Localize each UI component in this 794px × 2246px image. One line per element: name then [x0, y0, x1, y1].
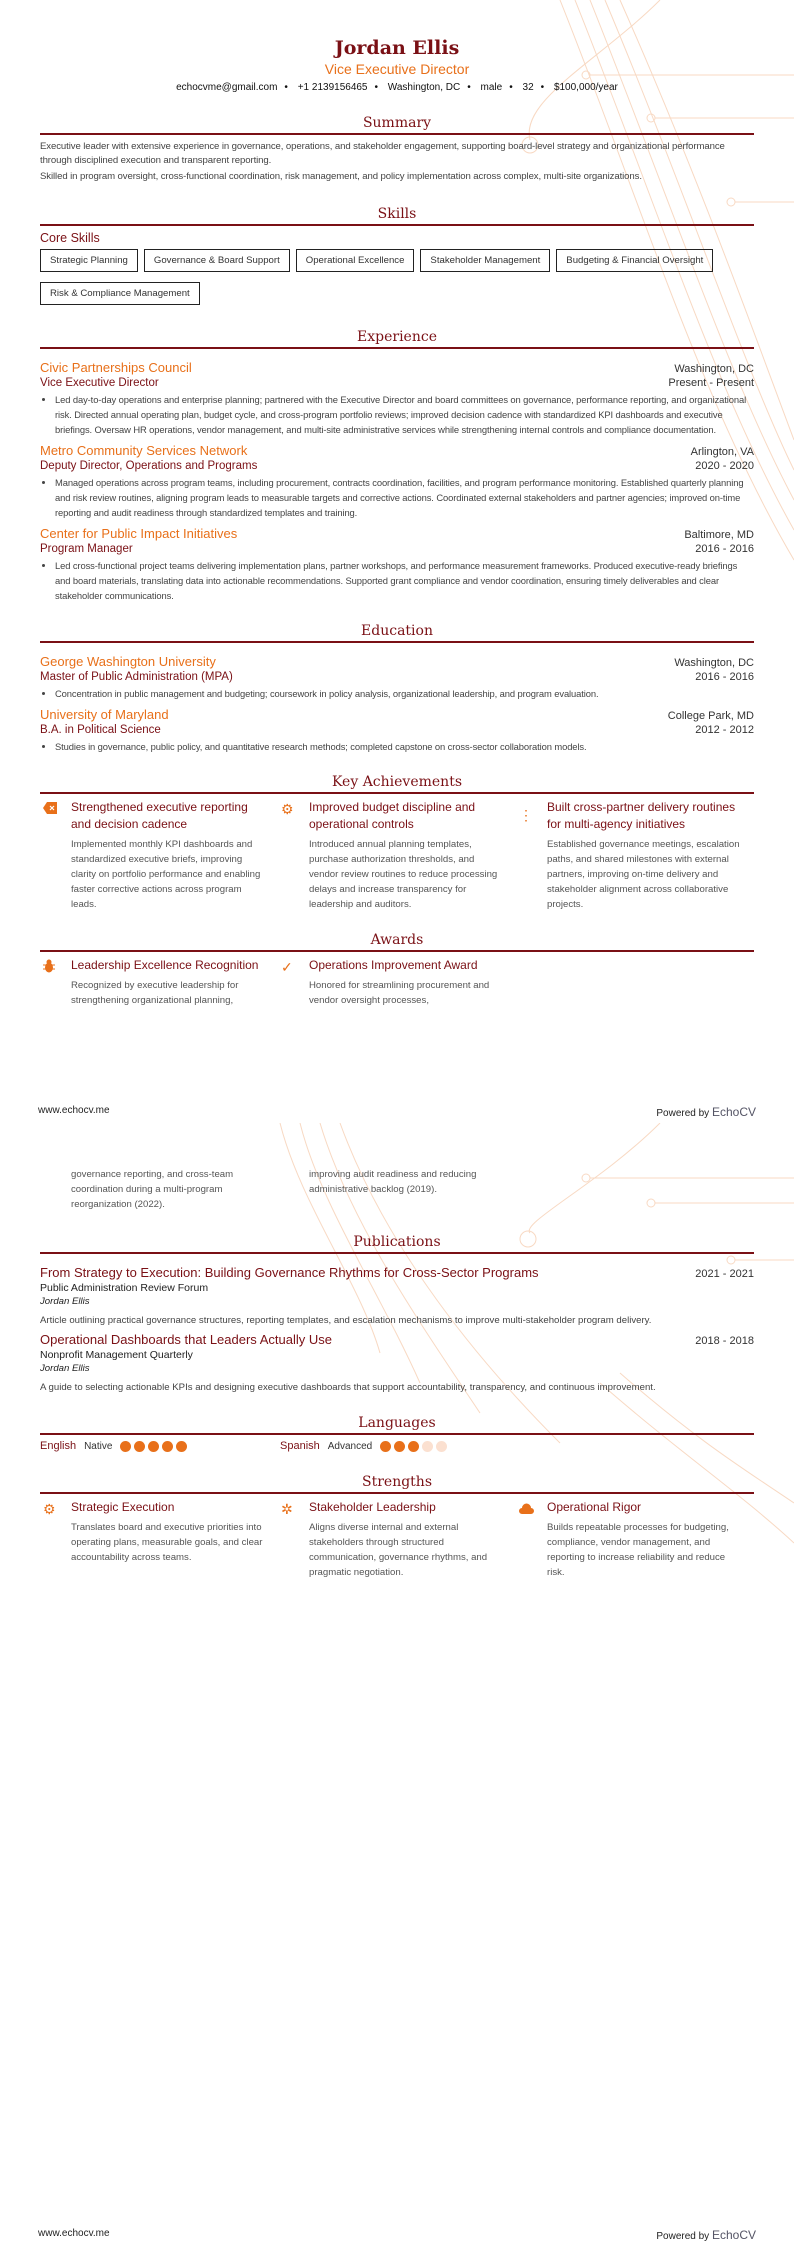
publication-title: Operational Dashboards that Leaders Actually Use: [40, 1332, 332, 1347]
education-item: [40, 701, 754, 754]
experience-bullet: • Led cross-functional project teams delivering implementation plans, partner workshops, and performance measurement frameworks. Produced executive-ready briefings and board materials, translating data into actionable recommendations. Supported grant compliance and vendor coordination, ensuring timely deliverables and clear stakeholder communications.: [55, 558, 754, 603]
publication-desc: Article outlining practical governance structures, reporting templates, and escalation mechanisms to improve multi-stakeholder program delivery.: [40, 1315, 652, 1326]
section-heading-summary: Summary: [40, 115, 754, 135]
contact-salary: $100,000/year: [553, 82, 618, 93]
tag-x-icon: [40, 799, 71, 912]
publication-item: [40, 1326, 754, 1393]
award-desc: governance reporting, and cross-team coordination during a multi-program reorganization (2022).: [71, 1169, 234, 1210]
award-item: [278, 957, 516, 1008]
strength-title: Operational Rigor: [547, 1500, 642, 1514]
footer-site-link[interactable]: www.echocv.me: [38, 1105, 110, 1116]
strength-item: [40, 1499, 278, 1580]
achievement-title: Strengthened executive reporting and decision cadence: [71, 800, 248, 831]
dots-vertical-icon: ⋮: [519, 807, 533, 823]
education-location: Washington, DC: [674, 657, 754, 669]
experience-org: Center for Public Impact Initiatives: [40, 526, 238, 541]
skill-tag: Operational Excellence: [296, 249, 415, 272]
rating-dot-filled: [408, 1441, 419, 1452]
publication-dates: 2021 - 2021: [695, 1268, 754, 1280]
section-heading-awards: Awards: [40, 932, 754, 952]
language-level: Advanced: [327, 1440, 373, 1452]
experience-location: Arlington, VA: [690, 446, 754, 458]
rating-dot-filled: [176, 1441, 187, 1452]
achievements-grid: [40, 799, 754, 912]
languages-list: [40, 1440, 754, 1452]
award-item-continued: [278, 1163, 516, 1212]
experience-item: [40, 437, 754, 520]
footer-site-link[interactable]: www.echocv.me: [38, 2228, 110, 2239]
gear-icon: ⚙: [43, 1501, 56, 1517]
skills-group-title: Core Skills: [40, 231, 100, 245]
achievement-item: [516, 799, 754, 912]
strength-item: [516, 1499, 754, 1580]
sparkle-icon: ✲: [281, 1501, 293, 1517]
footer-brand: EchoCV: [711, 1105, 756, 1119]
language-level: Native: [84, 1440, 113, 1452]
education-school: George Washington University: [40, 654, 216, 669]
section-heading-achievements: Key Achievements: [40, 774, 754, 794]
achievement-title: Improved budget discipline and operational controls: [309, 800, 476, 831]
experience-org: Civic Partnerships Council: [40, 360, 192, 375]
publication-author: Jordan Ellis: [40, 1363, 90, 1374]
strength-desc: Aligns diverse internal and external stakeholders through structured communication, governance rhythms, and pragmatic negotiation.: [309, 1522, 488, 1578]
education-dates: 2016 - 2016: [695, 671, 754, 683]
achievement-title: Built cross-partner delivery routines for multi-agency initiatives: [547, 800, 736, 831]
awards-continued: [40, 1123, 754, 1212]
skill-tag: Governance & Board Support: [144, 249, 290, 272]
publication-author: Jordan Ellis: [40, 1296, 90, 1307]
footer-brand: EchoCV: [711, 2228, 756, 2242]
skill-tag: Risk & Compliance Management: [40, 282, 200, 305]
section-heading-skills: Skills: [40, 206, 754, 226]
contact-email: echocvme@gmail.com: [176, 82, 278, 93]
education-dates: 2012 - 2012: [695, 724, 754, 736]
experience-item: [40, 520, 754, 603]
rating-dot-empty: [422, 1441, 433, 1452]
experience-location: Washington, DC: [674, 363, 754, 375]
contact-line: echocvme@gmail.com • +1 2139156465 • Washington, DC • male • 32 • $100,000/year: [176, 82, 618, 93]
award-desc: Honored for streamlining procurement and vendor oversight processes,: [309, 980, 490, 1006]
education-degree: B.A. in Political Science: [40, 724, 161, 736]
language-item: [280, 1440, 520, 1452]
rating-dot-filled: [394, 1441, 405, 1452]
publication-desc: A guide to selecting actionable KPIs and designing executive dashboards that support accountability, transparency, and continuous improvement.: [40, 1382, 656, 1393]
experience-dates: Present - Present: [668, 377, 754, 389]
publication-title: From Strategy to Execution: Building Governance Rhythms for Cross-Sector Programs: [40, 1265, 539, 1280]
experience-role: Program Manager: [40, 543, 133, 555]
experience-bullet: • Managed operations across program teams, including procurement, contracts coordination, facilities, and program performance monitoring. Established quarterly planning and risk review routines, aligning program leads to measurable targets and corrective actions. Coordinated external stakeholders and partner agencies; improved on-time reporting and audit readiness through standardized templates and training.: [55, 475, 754, 520]
resume-page-2: [0, 1123, 794, 2246]
awards-grid: [40, 957, 754, 1008]
education-degree: Master of Public Administration (MPA): [40, 671, 233, 683]
award-title: Leadership Excellence Recognition: [71, 958, 259, 972]
strength-desc: Translates board and executive priorities into operating plans, measurable goals, and clear accountability across teams.: [71, 1522, 263, 1563]
footer-powered-by: Powered by EchoCV: [656, 2228, 756, 2242]
page-footer: [38, 2228, 756, 2242]
bug-icon: [40, 957, 71, 1008]
rating-dot-empty: [436, 1441, 447, 1452]
contact-location: Washington, DC: [387, 82, 461, 93]
publication-item: [40, 1259, 754, 1326]
page-footer: [38, 1105, 756, 1119]
publication-dates: 2018 - 2018: [695, 1335, 754, 1347]
language-item: [40, 1440, 280, 1452]
experience-dates: 2016 - 2016: [695, 543, 754, 555]
check-icon: ✓: [281, 959, 293, 975]
rating-dot-filled: [120, 1441, 131, 1452]
experience-org: Metro Community Services Network: [40, 443, 248, 458]
summary-paragraph: Executive leader with extensive experience in governance, operations, and stakeholder engagement, supporting board-level strategy and organizational performance through disciplined execution and transparent reporting.: [40, 141, 725, 166]
skills-tags: [40, 249, 754, 305]
cloud-icon: [516, 1499, 547, 1580]
experience-location: Baltimore, MD: [684, 529, 754, 541]
skill-tag: Budgeting & Financial Oversight: [556, 249, 713, 272]
rating-dot-filled: [380, 1441, 391, 1452]
spacer: [278, 1163, 309, 1212]
language-name: English: [40, 1440, 77, 1452]
award-title: Operations Improvement Award: [309, 958, 478, 972]
experience-dates: 2020 - 2020: [695, 460, 754, 472]
award-desc: Recognized by executive leadership for strengthening organizational planning,: [71, 980, 239, 1006]
education-bullet: • Studies in governance, public policy, and quantitative research methods; completed capstone on cross-sector collaboration models.: [55, 739, 754, 754]
section-heading-strengths: Strengths: [40, 1474, 754, 1494]
contact-age: 32: [522, 82, 534, 93]
strength-item: [278, 1499, 516, 1580]
contact-phone: +1 2139156465: [297, 82, 368, 93]
strength-desc: Builds repeatable processes for budgeting, compliance, vendor management, and reporting to increase reliability and reduce risk.: [547, 1522, 729, 1578]
skill-tag: Stakeholder Management: [420, 249, 550, 272]
footer-powered-by: Powered by EchoCV: [656, 1105, 756, 1119]
award-desc: improving audit readiness and reducing administrative backlog (2019).: [309, 1169, 477, 1195]
language-name: Spanish: [280, 1440, 320, 1452]
achievement-desc: Implemented monthly KPI dashboards and standardized executive briefs, improving clarity on portfolio performance and enabling faster corrective actions across program leads.: [71, 839, 261, 910]
strengths-grid: [40, 1499, 754, 1580]
section-heading-languages: Languages: [40, 1415, 754, 1435]
education-bullet: • Concentration in public management and budgeting; coursework in policy analysis, organizational leadership, and program evaluation.: [55, 686, 754, 701]
gear-icon: ⚙: [281, 801, 294, 817]
contact-gender: male: [480, 82, 503, 93]
experience-list: [40, 354, 754, 603]
education-location: College Park, MD: [667, 710, 754, 722]
award-item: [40, 957, 278, 1008]
candidate-title: Vice Executive Director: [324, 61, 470, 77]
achievement-desc: Introduced annual planning templates, purchase authorization thresholds, and vendor review routines to reduce processing delays and increase transparency for leadership and auditors.: [309, 839, 498, 910]
education-school: University of Maryland: [40, 707, 169, 722]
experience-role: Deputy Director, Operations and Programs: [40, 460, 258, 472]
experience-role: Vice Executive Director: [40, 377, 159, 389]
skill-tag: Strategic Planning: [40, 249, 138, 272]
publication-publisher: Nonprofit Management Quarterly: [40, 1349, 193, 1361]
achievement-item: [278, 799, 516, 912]
summary-paragraph: Skilled in program oversight, cross-functional coordination, risk management, and policy implementation across complex, multi-site organizations.: [40, 171, 642, 182]
achievement-desc: Established governance meetings, escalation paths, and shared milestones with external partners, improving on-time delivery and stakeholder alignment across collaborative projects.: [547, 839, 740, 910]
section-heading-publications: Publications: [40, 1234, 754, 1254]
section-heading-experience: Experience: [40, 329, 754, 349]
experience-bullet: • Led day-to-day operations and enterprise planning; partnered with the Executive Director and board committees on governance, performance reporting, and organizational risk. Directed annual operating plan, budget cycle, and cross-program portfolio reviews; improved decision cadence with standardized KPI dashboards and executive briefings. Oversaw HR operations, vendor management, and multi-site administrative services while strengthening internal controls and compliance documentation.: [55, 392, 754, 437]
rating-dot-filled: [134, 1441, 145, 1452]
publication-publisher: Public Administration Review Forum: [40, 1282, 209, 1294]
rating-dot-filled: [148, 1441, 159, 1452]
strength-title: Strategic Execution: [71, 1500, 175, 1514]
section-heading-education: Education: [40, 623, 754, 643]
experience-item: [40, 354, 754, 437]
strength-title: Stakeholder Leadership: [309, 1500, 436, 1514]
award-item-continued: [40, 1163, 278, 1212]
candidate-name: Jordan Ellis: [334, 37, 460, 59]
rating-dot-filled: [162, 1441, 173, 1452]
achievement-item: [40, 799, 278, 912]
education-item: [40, 648, 754, 701]
spacer: [40, 1163, 71, 1212]
